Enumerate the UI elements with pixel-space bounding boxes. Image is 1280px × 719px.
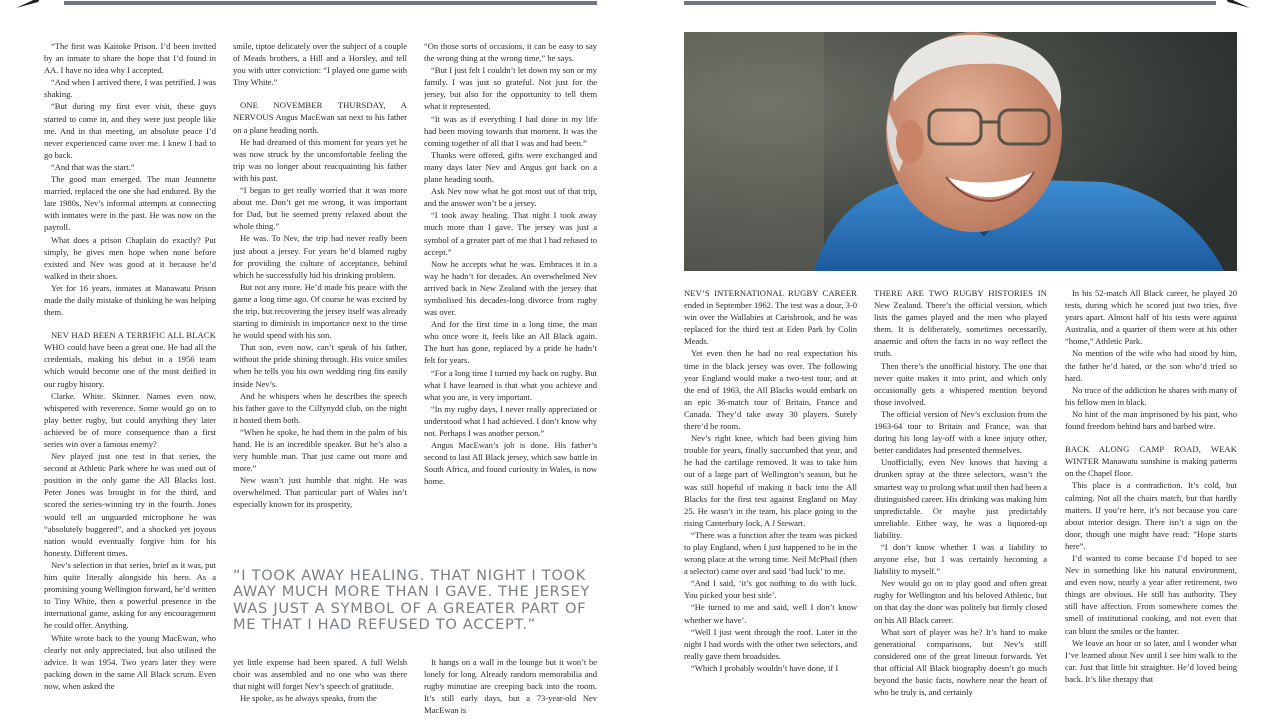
paragraph <box>233 99 407 135</box>
paragraph <box>44 40 216 76</box>
paragraph-text: “The first was Kaitoke Prison. I’d been invited by an inmate to share the hope that I’d found in AA. I have no idea why I accepted. <box>44 41 216 76</box>
paragraph <box>424 439 597 487</box>
top-rule-left <box>64 1 597 5</box>
paragraph <box>1065 384 1237 408</box>
paragraph-text: New Zealand. There’s the official version, which lists the games played and the men who played them. It is deliberately, sometimes necessarily, anaemic and often the facts in no way reflect the truth. <box>874 300 1047 359</box>
paragraph-text: No hint of the man imprisoned by his past, who found freedom behind bars and barbed wire. <box>1065 408 1237 432</box>
paragraph-lead-in: BACK ALONG CAMP ROAD, WEAK WINTER <box>1065 444 1237 467</box>
right-column-2 <box>874 287 1047 719</box>
paragraph <box>44 234 216 282</box>
paragraph <box>233 656 407 692</box>
paragraph <box>44 76 216 100</box>
paragraph-text: We leave an hour or so later, and I wonder what I’ve learned about Nev until I see him walk to the car. Just that little bit straighter. He’d loved being back. It’s like therapy that <box>1065 637 1237 684</box>
paragraph <box>874 541 1047 577</box>
paragraph <box>684 432 857 529</box>
paragraph-text: He was. To Nev, the trip had never really been just about a jersey. For years he’d blamed rugby for providing the culture of acceptance, behind which he successfully hid his drinking problem. <box>233 233 407 280</box>
paragraph <box>424 64 597 112</box>
paragraph-text: The official version of Nev’s exclusion from the 1963-64 tour to Britain and France, was that during his long lay-off with a knee injury other, better candidates had presented themselves. <box>874 408 1047 456</box>
paragraph-text: White wrote back to the young MacEwan, who clearly not only appreciated, but also utilised the advice. It was 1954. Two years later they were packing down in the same All Black scrum. Even now, when asked the <box>44 632 216 691</box>
paragraph-text: “For a long time I turned my back on rugby. But what I have learned is that what you achieve and what you are, is very important. <box>424 367 597 402</box>
paragraph-text: “I don’t know whether I was a liability to anyone else, but I was certainly becoming a liability to myself.” <box>874 541 1047 577</box>
paragraph-text: “When he spoke, he had them in the palm of his hand. He is an incredible speaker. But he’s also a very humble man. That just came out more and more.” <box>233 426 407 474</box>
paragraph-text: “Well I just went through the roof. Later in the night I had words with the other two selectors, and really gave them broadsides. <box>684 626 857 661</box>
paragraph <box>874 287 1047 360</box>
paragraph <box>1065 347 1237 383</box>
paragraph <box>424 403 597 439</box>
paragraph-text: yet little expense had been spared. A full Welsh choir was assembled and no one who was there that night will forget Nev’s speech of gratitude. <box>233 657 407 692</box>
paragraph <box>874 626 1047 699</box>
paragraph-text: Ask Nev now what he got most out of that trip, and the answer won’t be a jersey. <box>424 186 597 209</box>
paragraph <box>44 559 216 632</box>
paragraph-text: No mention of the wife who had stood by him, the father he’d hated, or the son who’d tried so hard. <box>1065 348 1237 383</box>
paragraph <box>233 426 407 474</box>
paragraph <box>233 184 407 232</box>
paragraph <box>1065 637 1237 685</box>
paragraph <box>874 360 1047 408</box>
left-column-2-bottom <box>233 656 407 719</box>
paragraph <box>233 40 407 88</box>
paragraph <box>424 40 597 64</box>
paragraph-text: “But I just felt I couldn’t let down my son or my family. I was just so grateful. Not just for the jersey, but also for the opportunity to tell them what it represented. <box>424 65 597 112</box>
paragraph <box>424 258 597 318</box>
paragraph <box>44 329 216 389</box>
paragraph-text: “And that was the start.” <box>51 161 135 172</box>
paragraph-text: And for the first time in a long time, the man who once wore it, feels like an All Black again. The hurt has gone, replaced by a pride he hadn’t felt for years. <box>424 319 597 366</box>
paragraph <box>874 577 1047 625</box>
paragraph <box>874 456 1047 541</box>
paragraph-lead-in: THERE ARE TWO RUGBY HISTORIES IN <box>874 288 1047 298</box>
paragraph-text: Thanks were offered, gifts were exchanged and many days later Nev and Angus got back on a plane heading south. <box>424 149 597 185</box>
paragraph-text: That son, even now, can’t speak of his father, without the pride shining through. His voice smiles when he tells you his own wedding ring fits easily inside Nev’s. <box>233 342 407 389</box>
paragraph <box>684 601 857 625</box>
paragraph-lead-in: NEV’S INTERNATIONAL RUGBY CAREER <box>684 288 857 298</box>
portrait-photo <box>684 32 1237 271</box>
paragraph-text: Nev’s right knee, which had been giving him trouble for years, finally succumbed that year, and he had the cartilage removed. It was to take him out of a large part of Wellington’s season, but he was still hopeful of making it back into the All Blacks for the first test against England on May 25. He wasn’t in the team, his place going to the rising Canterbury lock, A J Stewart. <box>684 433 857 528</box>
paragraph-text: Clarke. White. Skinner. Names even now, whispered with reverence. Some would go on to play better rugby, but could anything they later achieved be of more consequence than a first series win over a famous enemy? <box>44 390 216 449</box>
paragraph <box>684 577 857 601</box>
pull-quote: “I TOOK AWAY HEALING. THAT NIGHT I TOOK AWAY MUCH MORE THAN I GAVE. THE JERSEY WAS JUST A SYMBOL OF A GREATER PART OF ME THAT I HAD REFUSED TO ACCEPT.” <box>233 567 590 634</box>
paragraph-text: could have been a great one. He had all the credentials, making his debut in a 1956 team which would become one of the most deified in our rugby history. <box>44 342 216 389</box>
paragraph <box>1065 479 1237 552</box>
fern-corner-icon <box>14 0 44 10</box>
paragraph-text: Manawatu sunshine is making patterns on the Chapel floor. <box>1065 456 1237 479</box>
paragraph <box>44 282 216 318</box>
paragraph-text: New wasn’t just humble that night. He was overwhelmed. That particular part of Wales isn’t especially known for its prosperity, <box>233 475 407 510</box>
paragraph-text: Yet for 16 years, inmates at Manawatu Prison made the daily mistake of thinking he was helping them. <box>44 282 216 318</box>
paragraph <box>44 632 216 692</box>
paragraph <box>684 529 857 577</box>
paragraph-text: Nev would go on to play good and often great rugby for Wellington and his beloved Athletic, but on that day the door was politely but firmly closed on his All Black career. <box>874 578 1047 625</box>
paragraph-text: “And when I arrived there, I was petrified. I was shaking. <box>44 77 216 100</box>
fern-corner-icon <box>1222 0 1252 10</box>
paragraph <box>44 173 216 233</box>
paragraph-text: Then there’s the unofficial history. The one that never quite makes it into print, and which only occasionally gets a whispered mention beyond those involved. <box>874 360 1047 407</box>
paragraph <box>1065 443 1237 479</box>
paragraph-text: It hangs on a wall in the lounge but it won’t be lonely for long. Already random memorabilia and rugby minutiae are creeping back into the room. It’s still early days, but a 73-year-old Nev MacEwan is <box>424 657 597 716</box>
paragraph <box>684 626 857 662</box>
paragraph <box>424 209 597 257</box>
left-column-2-top <box>233 40 407 552</box>
paragraph <box>233 232 407 280</box>
paragraph-text: “In my rugby days, I never really appreciated or understood what I had achieved. I don’t know why not. Perhaps I was another person.” <box>424 403 597 438</box>
paragraph-text: In his 52-match All Black career, he played 20 tests, during which he scored just two tries, five years apart. Almost half of his tests were against Australia, and a quarter of them were at his other “home,” Athletic Park. <box>1065 288 1237 347</box>
portrait-photo-illustration <box>684 32 1237 271</box>
paragraph-text: “Which I probably wouldn’t have done, if I <box>691 662 839 673</box>
paragraph-text: Yet even then he had no real expectation his time in the black jersey was over. The following year England would make a two-test tour, and at the end of 1963, the All Blacks would embark on an epic 36-match tour of Britain, France and Canada. They’d take away 30 players. Surely there’d be room. <box>684 348 857 432</box>
paragraph-text: Nev played just one test in that series, the second at Athletic Park where he was used out of position in the only game the All Blacks lost. Peter Jones was brought in for the third, and scored the series-winning try in the fourth. Jones would tell an unguarded microphone he was “absolutely buggered”, and a shocked yet joyous nation would eventually forgive him for his honesty. Different times. <box>44 451 216 558</box>
paragraph <box>1065 287 1237 347</box>
paragraph <box>1065 552 1237 637</box>
paragraph-text: “It was as if everything I had done in my life had been moving towards that moment. It was the coming together of all that I was and had been.” <box>424 113 597 148</box>
paragraph-lead-in: NEV HAD BEEN A TERRIFIC ALL BLACK WHO <box>44 330 216 353</box>
paragraph-text: “And I said, ‘it’s got nothing to do with luck. You picked your best side’. <box>684 578 857 601</box>
paragraph-text: “On those sorts of occasions, it can be easy to say the wrong thing at the wrong time,” he says. <box>424 41 597 64</box>
left-column-3-top <box>424 40 597 552</box>
paragraph-text: smile, tiptoe delicately over the subject of a couple of Meads brothers, a Hill and a Horsley, and tell you with utter conviction: “I played one game with Tiny White.” <box>233 41 407 88</box>
paragraph <box>233 281 407 341</box>
right-column-1 <box>684 287 857 719</box>
paragraph <box>424 149 597 185</box>
paragraph-text: Now he accepts what he was. Embraces it in a way he hadn’t for decades. An overwhelmed Nev arrived back in New Zealand with the jersey that symbolised his decades-long divorce from rugby was over. <box>424 258 597 318</box>
paragraph-text: This place is a contradiction. It’s cold, but calming. Not all the chairs match, but that hardly matters. If you’re here, it’s not because you care about interior design. There isn’t a sign on the door, though one might have read: “Hope starts here”. <box>1065 480 1237 551</box>
paragraph-text: ended in September 1962. The test was a dour, 3-0 win over the Wallabies at Carisbrook, and he was replaced for the third test at Eden Park by Colin Meads. <box>684 300 857 347</box>
paragraph-text: What does a prison Chaplain do exactly? Put simply, he gives men hope when none before existed and Nev was good at it because he’d walked in their shoes. <box>44 234 216 281</box>
paragraph <box>424 367 597 403</box>
left-column-1 <box>44 40 216 719</box>
paragraph <box>233 390 407 426</box>
paragraph <box>1065 408 1237 432</box>
paragraph-text: “He turned to me and said, well I don’t know whether we have’. <box>684 602 857 625</box>
paragraph <box>684 662 857 674</box>
paragraph <box>424 113 597 149</box>
paragraph <box>233 341 407 389</box>
paragraph <box>424 318 597 366</box>
paragraph-text: What sort of player was he? It’s hard to make generational comparisons, but Nev’s still considered one of the great lineout forwards. Yet that official All Black biography doesn’t go much beyond the basic facts, nowhere near the heart of who he truly is, and certainly <box>874 626 1047 698</box>
right-column-3 <box>1065 287 1237 719</box>
left-column-3-bottom <box>424 656 597 719</box>
paragraph-lead-in: ONE NOVEMBER THURSDAY, A NERVOUS <box>233 100 407 123</box>
paragraph-text: “I took away healing. That night I took away much more than I gave. The jersey was just a symbol of a greater part of me that I had refused to accept.” <box>424 210 597 257</box>
paragraph <box>233 474 407 510</box>
paragraph <box>874 408 1047 456</box>
paragraph-text: Angus MacEwan’s job is done. His father’s second to last All Black jersey, which saw battle in South Africa, and found curiosity in Wales, is now home. <box>424 440 597 487</box>
paragraph-text: “There was a function after the team was picked to play England, when I just happened to be in the wrong place at the wrong time. Neil McPhail (then a selector) came over and said ‘bad luck’ to me. <box>684 529 857 577</box>
paragraph-text: He had dreamed of this moment for years yet he was now struck by the uncomfortable feeling the trip was no longer about reacquainting his father with his past. <box>233 136 407 183</box>
paragraph-text: Angus MacEwan sat next to his father on a plane heading north. <box>233 112 407 135</box>
paragraph-text: “But during my first ever visit, these guys started to come in, and they were just people like me. And in that meeting, an absolute peace I’d never experienced came over me. I knew I had to go back. <box>44 101 216 160</box>
paragraph-text: “I began to get really worried that it was more about me. Don’t get me wrong, it was important for Dad, but he seemed pretty relaxed about the whole thing.” <box>233 185 407 232</box>
paragraph-text: The good man emerged. The man Jeannette married, replaced the one she had endured. By the late 1980s, Nev’s informal attempts at connecting with inmates were in the past. He was now on the payroll. <box>44 174 216 233</box>
paragraph-text: No trace of the addiction he shares with many of his fellow men in black. <box>1065 384 1237 407</box>
paragraph-text: I’d wanted to come because I’d hoped to see Nev in something like his natural environment, and even now, nearly a year after retirement, two things are obvious. He still has authority. They still have affection. From somewhere comes the smell of institutional cooking, and not even that can blunt the smiles or the banter. <box>1065 552 1237 636</box>
paragraph <box>233 136 407 184</box>
paragraph <box>233 692 407 704</box>
paragraph-text: But not any more. He’d made his peace with the game a long time ago. Of course he was excited by the trip, but recovering the jersey itself was already starting to diminish in importance next to the time he would spend with his son. <box>233 281 407 341</box>
paragraph <box>684 347 857 432</box>
top-rule-right <box>684 1 1216 5</box>
paragraph <box>44 100 216 160</box>
paragraph <box>424 185 597 209</box>
paragraph <box>684 287 857 347</box>
paragraph-text: Unofficially, even Nev knows that having a drunken spray at the three selectors, wasn’t the smartest way to prolong what until then had been a distinguished career. His drinking was making him unpredictable. Or maybe just predictably unreliable. Either way, he was a liquored-up liability. <box>874 457 1047 540</box>
paragraph <box>44 161 216 173</box>
paragraph-text: And he whispers when he describes the speech his father gave to the Cilfynydd club, on the night it hosted them both. <box>233 390 407 425</box>
paragraph <box>424 656 597 716</box>
paragraph-text: He spoke, as he always speaks, from the <box>240 693 377 704</box>
paragraph-text: Nev’s selection in that series, brief as it was, put him quite literally alongside his hero. As a promising young Wellington forward, he’d written to Tiny White, then a powerful presence in the international game, asking for any encouragement he could offer. Anything. <box>44 559 216 631</box>
paragraph <box>44 450 216 559</box>
paragraph <box>44 390 216 450</box>
